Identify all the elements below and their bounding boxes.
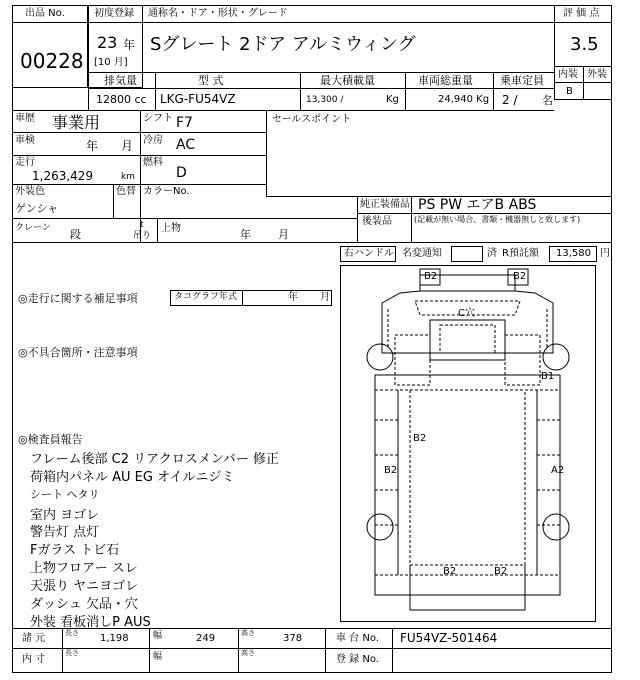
lot-label: 出品 No. [25, 8, 65, 19]
chassis-label: 車 台 No. [336, 633, 379, 644]
ext-color-label: 外装色 [15, 186, 45, 197]
capacity-unit: 名 [542, 94, 553, 107]
mileage-value: 1,263,429 [32, 169, 94, 183]
note-line: ダッシュ 欠品・穴 [30, 597, 138, 612]
shift-value: F7 [176, 115, 193, 131]
note-line: 外装 看板消しP AUS [30, 615, 151, 630]
rhd-label: 右ハンドル [344, 248, 394, 259]
displacement-label: 排気量 [104, 74, 137, 87]
upper-month: 月 [278, 228, 289, 241]
car-name-label: 通称名・ドア・形状・グレード [148, 8, 288, 19]
spec-label: 諸 元 [22, 633, 46, 644]
ac-label: 冷房 [143, 135, 163, 146]
note-line: シート ヘタリ [30, 488, 100, 501]
name-change-mark: 済 [487, 248, 497, 259]
damage-b2-front-left: B2 [424, 271, 438, 282]
length-label: 長さ [65, 629, 79, 637]
length-value: 1,198 [100, 633, 129, 644]
model-label: 型 式 [198, 74, 224, 87]
fuel-label: 燃料 [143, 157, 163, 168]
score-value: 3.5 [570, 34, 599, 55]
car-name-value: Sグレート 2ドア アルミウィング [150, 34, 416, 55]
max-load-value: 13,300 / [306, 95, 344, 105]
registration-label: 登 録 No. [336, 654, 379, 665]
color-change-label: 色替 [116, 186, 136, 197]
r-deposit-unit: 円 [600, 248, 610, 259]
driving-remarks-label: ◎走行に関する補足事項 [18, 292, 138, 305]
max-load-unit: Kg [386, 94, 399, 105]
damage-b2-center: B2 [413, 433, 427, 444]
exterior-label: 外装 [587, 69, 607, 80]
damage-a2: A2 [551, 465, 565, 476]
inspection-label: 車検 [15, 135, 35, 146]
crane-stage: 段 [70, 228, 81, 241]
damage-b1: B1 [541, 371, 555, 382]
damage-c-hole: C穴 [458, 308, 475, 319]
gvw-value: 24,940 Kg [438, 94, 490, 105]
reg-year-unit: 年 [123, 38, 136, 52]
tachograph-year: 年 [288, 292, 298, 303]
displacement-value: 12800 cc [96, 93, 147, 106]
width-value: 249 [196, 633, 216, 644]
score-label: 評 価 点 [563, 8, 600, 19]
equipment-label: 純正装備品 [360, 199, 410, 210]
history-label: 車歴 [15, 113, 35, 124]
interior-label: 内装 [558, 69, 578, 80]
color-no-label: カラーNo. [143, 186, 190, 197]
history-value: 事業用 [52, 113, 101, 132]
chassis-value: FU54VZ-501464 [400, 631, 498, 645]
note-line: 警告灯 点灯 [30, 525, 100, 540]
reg-month: [10 月] [94, 57, 128, 68]
mileage-label: 走行 [15, 157, 35, 168]
damage-b2-left: B2 [384, 465, 398, 476]
crane-label: クレーン [15, 223, 51, 233]
inspector-report-label: ◎検査員報告 [18, 433, 83, 446]
width-label: 幅 [153, 631, 163, 641]
capacity-value: 2 / [502, 93, 518, 107]
first-reg-label: 初度登録 [94, 8, 134, 19]
height-value: 378 [283, 633, 303, 644]
height-label: 高さ [241, 629, 255, 637]
interior-grade: B [566, 86, 573, 97]
name-change-box [451, 246, 483, 262]
inner-length-label: 長さ [65, 649, 79, 657]
inner-height-label: 高さ [241, 649, 255, 657]
note-line: フレーム後部 C2 リアクロスメンバー 修正 [30, 452, 279, 467]
crane-hang: 吊り [133, 231, 152, 241]
equipment-value: PS PW エアB ABS [418, 197, 537, 213]
max-load-label: 最大積載量 [320, 74, 375, 87]
tachograph-month: 月 [320, 292, 330, 303]
gvw-label: 車両総重量 [418, 74, 473, 87]
sales-point-label: セールスポイント [272, 114, 352, 125]
inner-dim-label: 内 寸 [22, 654, 46, 665]
inspection-month: 月 [121, 139, 134, 153]
damage-b2-rear-left: B2 [443, 566, 457, 577]
aftermarket-note: (記載が無い場合、書類・機器無しと致します) [414, 215, 581, 224]
tachograph-label: タコグラフ年式 [174, 292, 238, 302]
ext-color-value: ゲンシャ [15, 202, 59, 215]
shift-label: シフト [143, 113, 173, 124]
reg-year: 23 [97, 33, 118, 52]
upper-body-label: 上物 [161, 223, 181, 234]
defects-label: ◎不具合箇所・注意事項 [18, 346, 138, 359]
aftermarket-label: 後装品 [362, 216, 392, 227]
mileage-unit: km [121, 172, 135, 182]
upper-year: 年 [240, 228, 251, 241]
crane-ton: t [140, 220, 144, 230]
inner-width-label: 幅 [153, 652, 163, 662]
ac-value: AC [176, 137, 196, 153]
model-value: LKG-FU54VZ [160, 92, 236, 106]
damage-b2-front-right: B2 [513, 271, 527, 282]
lot-number: 00228 [20, 49, 84, 73]
note-line: 天張り ヤニヨゴレ [30, 579, 139, 594]
fuel-value: D [176, 165, 187, 181]
note-line: 上物フロアー スレ [30, 561, 138, 576]
note-line: Fガラス トビ石 [30, 543, 120, 558]
capacity-label: 乗車定員 [500, 74, 544, 87]
r-deposit-value: 13,580 [556, 248, 591, 259]
inspection-year: 年 [86, 139, 99, 153]
r-deposit-label: R預託額 [502, 248, 539, 259]
note-line: 室内 ヨゴレ [30, 508, 100, 523]
damage-b2-rear-right: B2 [494, 566, 508, 577]
name-change-label: 名変通知 [402, 248, 442, 259]
note-line: 荷箱内パネル AU EG オイルニジミ [30, 470, 235, 485]
